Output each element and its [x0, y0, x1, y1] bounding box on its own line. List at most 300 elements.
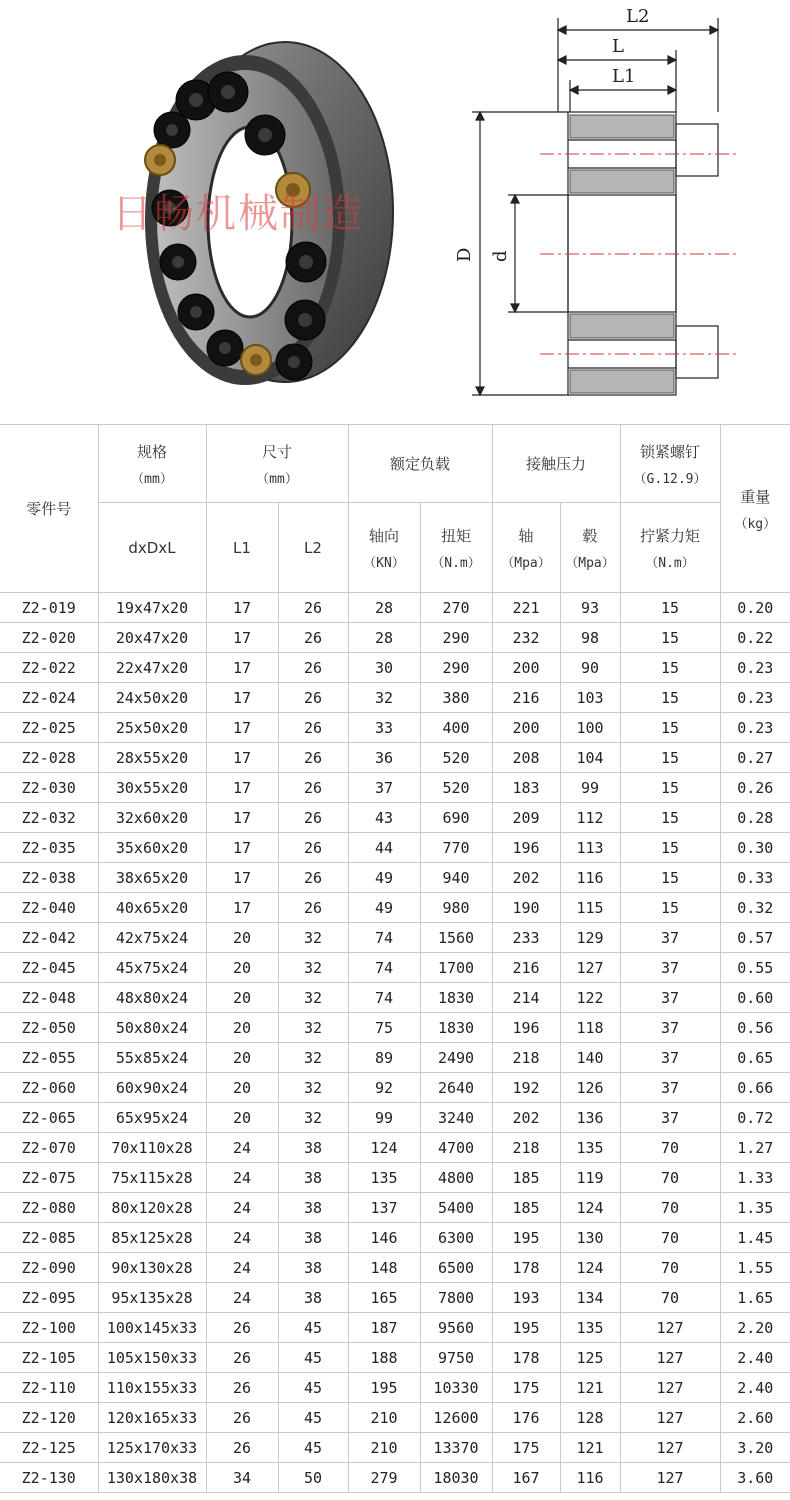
table-cell: 175: [492, 1373, 560, 1403]
table-cell: 148: [348, 1253, 420, 1283]
table-cell: 26: [206, 1343, 278, 1373]
table-cell: 35x60x20: [98, 833, 206, 863]
table-cell: 100x145x33: [98, 1313, 206, 1343]
table-cell: Z2-042: [0, 923, 98, 953]
table-cell: 24x50x20: [98, 683, 206, 713]
table-cell: 50: [278, 1463, 348, 1493]
table-cell: 38: [278, 1193, 348, 1223]
table-cell: 80x120x28: [98, 1193, 206, 1223]
table-cell: 37: [620, 953, 720, 983]
cross-section-diagram: [440, 0, 790, 420]
table-cell: 128: [560, 1403, 620, 1433]
table-cell: 17: [206, 623, 278, 653]
table-cell: 17: [206, 713, 278, 743]
table-cell: 26: [278, 623, 348, 653]
table-cell: 15: [620, 803, 720, 833]
table-cell: 127: [620, 1433, 720, 1463]
table-row: [0, 1343, 790, 1373]
table-cell: 113: [560, 833, 620, 863]
table-cell: 208: [492, 743, 560, 773]
table-cell: 0.55: [720, 953, 790, 983]
table-cell: 26: [206, 1313, 278, 1343]
table-cell: 127: [620, 1403, 720, 1433]
table-cell: 70: [620, 1163, 720, 1193]
table-cell: 20: [206, 1103, 278, 1133]
table-cell: Z2-065: [0, 1103, 98, 1133]
table-cell: 196: [492, 833, 560, 863]
table-cell: 24: [206, 1283, 278, 1313]
table-row: [0, 1193, 790, 1223]
table-cell: 187: [348, 1313, 420, 1343]
table-cell: 130: [560, 1223, 620, 1253]
table-cell: 74: [348, 953, 420, 983]
table-cell: 216: [492, 683, 560, 713]
section-drawing: [440, 0, 790, 420]
table-cell: 124: [560, 1193, 620, 1223]
header-shaft: 轴 （Mpa）: [492, 503, 560, 593]
table-cell: Z2-040: [0, 893, 98, 923]
table-cell: 28: [348, 623, 420, 653]
table-cell: 3240: [420, 1103, 492, 1133]
table-cell: 17: [206, 683, 278, 713]
table-cell: 127: [620, 1343, 720, 1373]
table-cell: 45: [278, 1313, 348, 1343]
table-cell: 0.20: [720, 593, 790, 623]
header-contact-pressure: 接触压力: [492, 425, 620, 503]
header-dxdxl: dxDxL: [98, 503, 206, 593]
table-cell: 104: [560, 743, 620, 773]
table-row: [0, 953, 790, 983]
table-cell: 0.33: [720, 863, 790, 893]
label-l: L: [612, 36, 624, 57]
table-cell: 2490: [420, 1043, 492, 1073]
table-row: [0, 1433, 790, 1463]
table-cell: 202: [492, 1103, 560, 1133]
table-cell: 129: [560, 923, 620, 953]
table-cell: 1.65: [720, 1283, 790, 1313]
table-cell: 520: [420, 773, 492, 803]
table-cell: 210: [348, 1403, 420, 1433]
table-cell: 17: [206, 863, 278, 893]
table-cell: 124: [348, 1133, 420, 1163]
table-cell: 32: [278, 923, 348, 953]
table-cell: 90: [560, 653, 620, 683]
table-cell: 12600: [420, 1403, 492, 1433]
table-cell: 0.28: [720, 803, 790, 833]
header-weight: 重量 （kg）: [720, 425, 790, 593]
table-cell: 135: [560, 1133, 620, 1163]
table-cell: 940: [420, 863, 492, 893]
table-cell: 24: [206, 1193, 278, 1223]
table-cell: 37: [620, 923, 720, 953]
table-row: [0, 803, 790, 833]
table-row: [0, 743, 790, 773]
table-cell: 0.27: [720, 743, 790, 773]
table-row: [0, 1283, 790, 1313]
table-cell: 127: [620, 1313, 720, 1343]
table-cell: 183: [492, 773, 560, 803]
table-cell: 65x95x24: [98, 1103, 206, 1133]
table-cell: 74: [348, 983, 420, 1013]
table-cell: 134: [560, 1283, 620, 1313]
header-part-no: 零件号: [0, 425, 98, 593]
table-cell: 26: [278, 593, 348, 623]
table-cell: 195: [492, 1313, 560, 1343]
table-row: [0, 1133, 790, 1163]
table-cell: 290: [420, 653, 492, 683]
table-cell: 270: [420, 593, 492, 623]
table-cell: 137: [348, 1193, 420, 1223]
label-l2: L2: [626, 6, 650, 27]
table-cell: 40x65x20: [98, 893, 206, 923]
table-cell: 89: [348, 1043, 420, 1073]
table-cell: 165: [348, 1283, 420, 1313]
table-cell: 279: [348, 1463, 420, 1493]
table-cell: Z2-125: [0, 1433, 98, 1463]
table-cell: 15: [620, 593, 720, 623]
table-cell: 9750: [420, 1343, 492, 1373]
table-cell: 45: [278, 1403, 348, 1433]
table-cell: 36: [348, 743, 420, 773]
table-cell: 17: [206, 593, 278, 623]
table-cell: 6500: [420, 1253, 492, 1283]
table-cell: 103: [560, 683, 620, 713]
header-torque: 扭矩 （N.m）: [420, 503, 492, 593]
table-cell: 37: [620, 983, 720, 1013]
table-cell: 116: [560, 1463, 620, 1493]
table-cell: 17: [206, 773, 278, 803]
table-cell: 115: [560, 893, 620, 923]
table-cell: 32: [278, 1073, 348, 1103]
table-cell: 221: [492, 593, 560, 623]
table-cell: 17: [206, 653, 278, 683]
table-cell: 15: [620, 863, 720, 893]
table-cell: 127: [620, 1373, 720, 1403]
table-cell: 112: [560, 803, 620, 833]
table-cell: 26: [278, 683, 348, 713]
table-cell: 0.60: [720, 983, 790, 1013]
table-cell: 135: [560, 1313, 620, 1343]
table-cell: 135: [348, 1163, 420, 1193]
table-cell: 26: [278, 863, 348, 893]
table-cell: 15: [620, 833, 720, 863]
table-subheader-row: [0, 503, 790, 593]
table-cell: 185: [492, 1163, 560, 1193]
table-cell: Z2-019: [0, 593, 98, 623]
table-cell: 121: [560, 1433, 620, 1463]
table-cell: 37: [620, 1043, 720, 1073]
table-cell: 1560: [420, 923, 492, 953]
table-cell: 210: [348, 1433, 420, 1463]
table-cell: 43: [348, 803, 420, 833]
header-l2: L2: [278, 503, 348, 593]
table-cell: 200: [492, 713, 560, 743]
table-cell: Z2-030: [0, 773, 98, 803]
header-rated-load: 额定负载: [348, 425, 492, 503]
table-cell: 45: [278, 1343, 348, 1373]
table-cell: 24: [206, 1163, 278, 1193]
table-row: [0, 1073, 790, 1103]
table-cell: 122: [560, 983, 620, 1013]
table-cell: 380: [420, 683, 492, 713]
table-cell: 125: [560, 1343, 620, 1373]
table-cell: 20: [206, 1013, 278, 1043]
table-cell: 0.30: [720, 833, 790, 863]
table-cell: 75x115x28: [98, 1163, 206, 1193]
table-cell: 32: [278, 1043, 348, 1073]
table-cell: 120x165x33: [98, 1403, 206, 1433]
table-cell: 37: [348, 773, 420, 803]
label-d: d: [490, 250, 511, 262]
table-cell: 70: [620, 1253, 720, 1283]
table-cell: 0.26: [720, 773, 790, 803]
table-cell: 0.23: [720, 653, 790, 683]
table-cell: 93: [560, 593, 620, 623]
table-cell: 190: [492, 893, 560, 923]
table-cell: 20: [206, 983, 278, 1013]
table-cell: 26: [278, 833, 348, 863]
table-cell: 32: [348, 683, 420, 713]
table-cell: 1.33: [720, 1163, 790, 1193]
table-body: [0, 593, 790, 1493]
table-cell: 5400: [420, 1193, 492, 1223]
table-cell: 200: [492, 653, 560, 683]
table-cell: 20: [206, 953, 278, 983]
header-l1: L1: [206, 503, 278, 593]
table-cell: 13370: [420, 1433, 492, 1463]
table-cell: 209: [492, 803, 560, 833]
table-cell: 18030: [420, 1463, 492, 1493]
table-cell: 195: [492, 1223, 560, 1253]
table-cell: Z2-060: [0, 1073, 98, 1103]
table-cell: Z2-045: [0, 953, 98, 983]
table-cell: 17: [206, 743, 278, 773]
table-cell: 37: [620, 1103, 720, 1133]
table-cell: 0.66: [720, 1073, 790, 1103]
label-D: D: [454, 247, 475, 262]
table-cell: 45: [278, 1433, 348, 1463]
table-cell: 188: [348, 1343, 420, 1373]
table-cell: Z2-100: [0, 1313, 98, 1343]
table-row: [0, 773, 790, 803]
table-cell: 32: [278, 1013, 348, 1043]
table-cell: 233: [492, 923, 560, 953]
table-cell: 125x170x33: [98, 1433, 206, 1463]
table-cell: 0.32: [720, 893, 790, 923]
table-cell: 15: [620, 713, 720, 743]
table-cell: 30x55x20: [98, 773, 206, 803]
table-cell: 30: [348, 653, 420, 683]
table-cell: Z2-050: [0, 1013, 98, 1043]
table-row: [0, 683, 790, 713]
table-cell: 193: [492, 1283, 560, 1313]
table-cell: 1700: [420, 953, 492, 983]
table-cell: 33: [348, 713, 420, 743]
table-row: [0, 623, 790, 653]
table-cell: 45: [278, 1373, 348, 1403]
table-cell: 2.60: [720, 1403, 790, 1433]
table-cell: Z2-070: [0, 1133, 98, 1163]
table-cell: 124: [560, 1253, 620, 1283]
table-cell: Z2-038: [0, 863, 98, 893]
table-cell: 44: [348, 833, 420, 863]
table-cell: Z2-090: [0, 1253, 98, 1283]
table-cell: 28: [348, 593, 420, 623]
header-spec: 规格 （mm）: [98, 425, 206, 503]
table-cell: 38: [278, 1163, 348, 1193]
table-cell: 218: [492, 1043, 560, 1073]
table-cell: 1830: [420, 1013, 492, 1043]
table-cell: 26: [278, 713, 348, 743]
table-cell: 232: [492, 623, 560, 653]
table-cell: 202: [492, 863, 560, 893]
table-cell: 32: [278, 1103, 348, 1133]
table-cell: 20: [206, 1073, 278, 1103]
table-cell: 15: [620, 773, 720, 803]
table-cell: 2.40: [720, 1343, 790, 1373]
table-cell: 3.60: [720, 1463, 790, 1493]
table-cell: 1.35: [720, 1193, 790, 1223]
table-cell: 167: [492, 1463, 560, 1493]
table-cell: 24: [206, 1133, 278, 1163]
table-cell: 99: [560, 773, 620, 803]
table-cell: 17: [206, 803, 278, 833]
table-cell: 26: [278, 803, 348, 833]
table-cell: 26: [206, 1403, 278, 1433]
table-cell: 70: [620, 1283, 720, 1313]
table-cell: 121: [560, 1373, 620, 1403]
table-cell: Z2-024: [0, 683, 98, 713]
table-cell: 185: [492, 1193, 560, 1223]
table-cell: 55x85x24: [98, 1043, 206, 1073]
table-row: [0, 863, 790, 893]
table-cell: 49: [348, 863, 420, 893]
table-cell: 110x155x33: [98, 1373, 206, 1403]
table-cell: 26: [278, 743, 348, 773]
table-cell: 178: [492, 1253, 560, 1283]
table-cell: 127: [620, 1463, 720, 1493]
table-cell: 116: [560, 863, 620, 893]
table-cell: 26: [278, 893, 348, 923]
table-cell: 1.45: [720, 1223, 790, 1253]
table-cell: 92: [348, 1073, 420, 1103]
table-cell: 37: [620, 1073, 720, 1103]
table-cell: 176: [492, 1403, 560, 1433]
table-cell: 2.40: [720, 1373, 790, 1403]
table-cell: 6300: [420, 1223, 492, 1253]
table-cell: Z2-025: [0, 713, 98, 743]
table-cell: 0.56: [720, 1013, 790, 1043]
table-cell: 175: [492, 1433, 560, 1463]
table-row: [0, 833, 790, 863]
table-row: [0, 1373, 790, 1403]
table-row: [0, 1403, 790, 1433]
table-cell: Z2-035: [0, 833, 98, 863]
table-cell: 32: [278, 953, 348, 983]
table-cell: 1.27: [720, 1133, 790, 1163]
table-row: [0, 653, 790, 683]
table-cell: 25x50x20: [98, 713, 206, 743]
table-cell: 136: [560, 1103, 620, 1133]
table-row: [0, 1463, 790, 1493]
label-l1: L1: [612, 66, 636, 87]
watermark-text: 日畅机械制造: [112, 191, 364, 237]
table-cell: 4700: [420, 1133, 492, 1163]
table-cell: 216: [492, 953, 560, 983]
table-cell: 7800: [420, 1283, 492, 1313]
table-cell: Z2-105: [0, 1343, 98, 1373]
table-cell: Z2-075: [0, 1163, 98, 1193]
table-cell: 214: [492, 983, 560, 1013]
table-cell: 28x55x20: [98, 743, 206, 773]
table-cell: 218: [492, 1133, 560, 1163]
table-row: [0, 983, 790, 1013]
table-cell: 15: [620, 683, 720, 713]
table-cell: 49: [348, 893, 420, 923]
table-cell: 0.72: [720, 1103, 790, 1133]
table-cell: 100: [560, 713, 620, 743]
table-row: [0, 1103, 790, 1133]
table-cell: Z2-055: [0, 1043, 98, 1073]
table-cell: 34: [206, 1463, 278, 1493]
table-cell: 2640: [420, 1073, 492, 1103]
table-cell: 74: [348, 923, 420, 953]
table-cell: 15: [620, 623, 720, 653]
table-cell: 2.20: [720, 1313, 790, 1343]
table-cell: 38: [278, 1223, 348, 1253]
table-row: [0, 923, 790, 953]
table-cell: 42x75x24: [98, 923, 206, 953]
table-row: [0, 713, 790, 743]
table-cell: 98: [560, 623, 620, 653]
table-cell: 195: [348, 1373, 420, 1403]
table-cell: Z2-028: [0, 743, 98, 773]
table-cell: 17: [206, 833, 278, 863]
table-cell: 24: [206, 1223, 278, 1253]
table-cell: 26: [278, 773, 348, 803]
table-cell: Z2-022: [0, 653, 98, 683]
table-cell: 690: [420, 803, 492, 833]
table-cell: 130x180x38: [98, 1463, 206, 1493]
header-lock-screw: 锁紧螺钉 （G.12.9）: [620, 425, 720, 503]
table-cell: 20: [206, 923, 278, 953]
table-cell: 38: [278, 1133, 348, 1163]
table-header-row: [0, 425, 790, 503]
table-cell: 70x110x28: [98, 1133, 206, 1163]
table-cell: 45x75x24: [98, 953, 206, 983]
table-cell: 105x150x33: [98, 1343, 206, 1373]
table-cell: 19x47x20: [98, 593, 206, 623]
table-row: [0, 1313, 790, 1343]
header-size: 尺寸 （mm）: [206, 425, 348, 503]
table-cell: 192: [492, 1073, 560, 1103]
table-cell: 118: [560, 1013, 620, 1043]
table-cell: Z2-080: [0, 1193, 98, 1223]
table-cell: 75: [348, 1013, 420, 1043]
table-cell: Z2-085: [0, 1223, 98, 1253]
table-cell: 90x130x28: [98, 1253, 206, 1283]
table-cell: Z2-032: [0, 803, 98, 833]
table-cell: 196: [492, 1013, 560, 1043]
table-cell: 15: [620, 743, 720, 773]
table-cell: 10330: [420, 1373, 492, 1403]
table-cell: 37: [620, 1013, 720, 1043]
header-hub: 毂 （Mpa）: [560, 503, 620, 593]
table-cell: 38: [278, 1253, 348, 1283]
table-cell: 770: [420, 833, 492, 863]
table-cell: 0.57: [720, 923, 790, 953]
table-row: [0, 1253, 790, 1283]
